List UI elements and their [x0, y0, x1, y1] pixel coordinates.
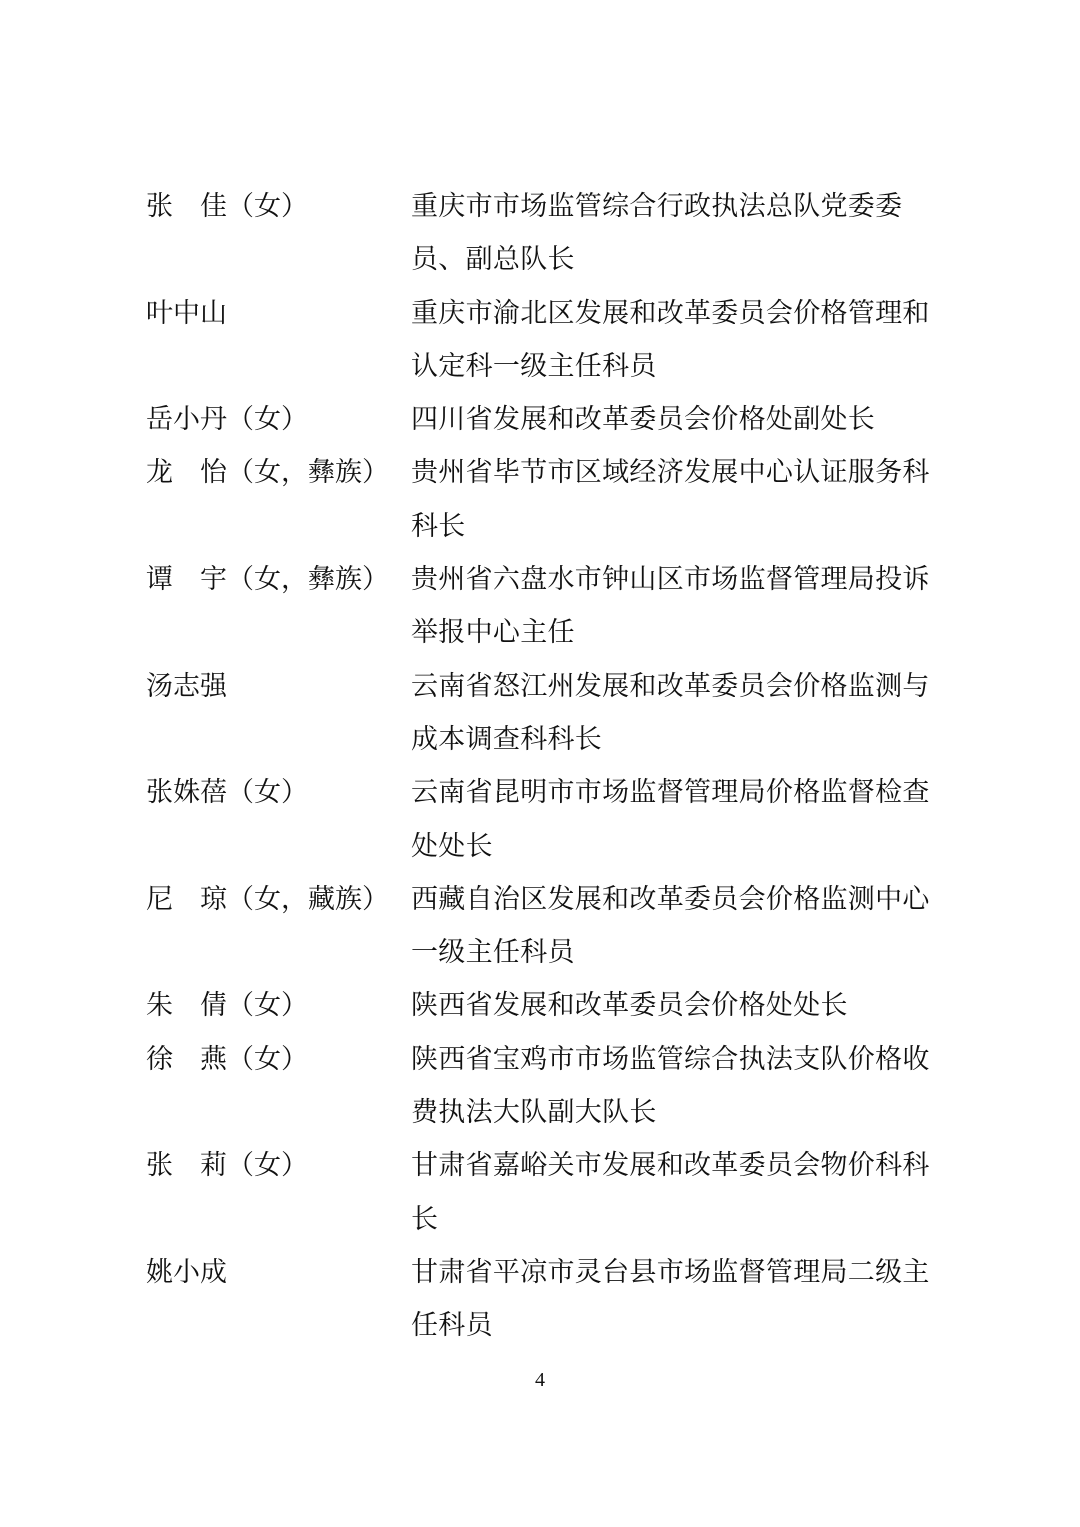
list-item — [146, 766, 946, 873]
page-number: 4 — [535, 1369, 545, 1391]
person-title: 甘肃省嘉峪关市发展和改革委员会物价科科长 — [411, 1150, 930, 1235]
list-item — [146, 180, 946, 287]
person-title: 贵州省六盘水市钟山区市场监督管理局投诉举报中心主任 — [411, 564, 930, 649]
person-title: 重庆市渝北区发展和改革委员会价格管理和认定科一级主任科员 — [411, 297, 930, 382]
list-item — [146, 393, 946, 446]
person-title: 陕西省发展和改革委员会价格处处长 — [411, 990, 848, 1022]
person-name: 徐 燕（女） — [146, 1043, 308, 1075]
person-name: 姚小成 — [146, 1256, 227, 1288]
person-title: 西藏自治区发展和改革委员会价格监测中心一级主任科员 — [411, 883, 930, 969]
person-name: 张 佳（女） — [146, 191, 308, 222]
list-item — [146, 660, 946, 767]
list-item — [146, 1139, 946, 1246]
person-name: 朱 倩（女） — [146, 990, 308, 1022]
person-title: 重庆市市场监管综合行政执法总队党委委员、副总队长 — [411, 191, 903, 276]
person-title: 四川省发展和改革委员会价格处副处长 — [411, 404, 876, 436]
person-title: 陕西省宝鸡市市场监管综合执法支队价格收费执法大队副大队长 — [411, 1043, 930, 1129]
list-item — [146, 446, 946, 553]
person-title: 甘肃省平凉市灵台县市场监督管理局二级主任科员 — [411, 1256, 930, 1342]
person-name: 谭 宇（女，彝族） — [146, 564, 389, 596]
name-list — [146, 180, 946, 1353]
person-name: 张姝蓓（女） — [146, 777, 308, 809]
person-name: 尼 琼（女，藏族） — [146, 883, 389, 915]
person-name: 岳小丹（女） — [146, 404, 308, 436]
person-name: 叶中山 — [146, 297, 227, 329]
person-name: 张 莉（女） — [146, 1150, 308, 1182]
person-title: 云南省怒江州发展和改革委员会价格监测与成本调查科科长 — [411, 670, 930, 755]
list-item — [146, 1033, 946, 1140]
list-item — [146, 873, 946, 980]
list-item — [146, 979, 946, 1032]
person-title: 云南省昆明市市场监督管理局价格监督检查处处长 — [411, 777, 930, 862]
person-title: 贵州省毕节市区域经济发展中心认证服务科科长 — [411, 457, 930, 542]
person-name: 龙 怡（女，彝族） — [146, 457, 389, 489]
list-item — [146, 1246, 946, 1353]
list-item — [146, 287, 946, 394]
person-name: 汤志强 — [146, 670, 227, 702]
list-item — [146, 553, 946, 660]
